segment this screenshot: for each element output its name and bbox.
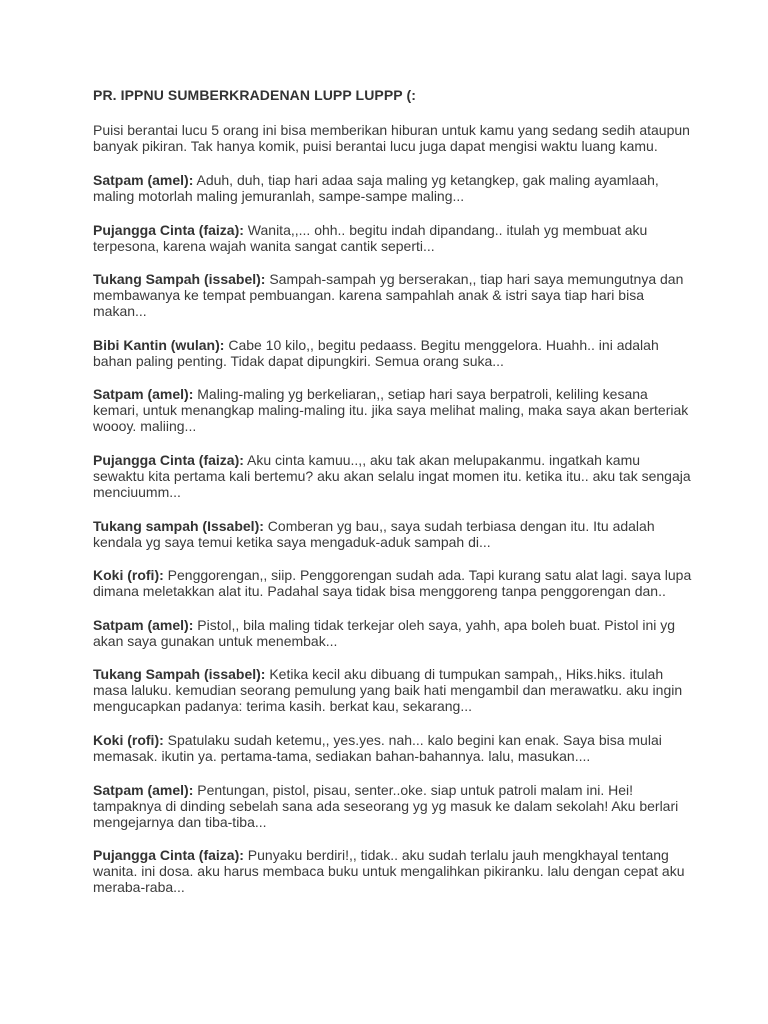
verse-entry bbox=[93, 617, 693, 649]
speaker-name: Pujangga Cinta (faiza): bbox=[93, 847, 244, 864]
speaker-name: Pujangga Cinta (faiza): bbox=[93, 221, 244, 238]
speaker-name: Tukang Sampah (issabel): bbox=[93, 271, 266, 288]
verse-entry bbox=[93, 172, 693, 204]
speaker-name: Tukang Sampah (issabel): bbox=[93, 666, 266, 683]
speaker-name: Satpam (amel): bbox=[93, 386, 194, 403]
verse-entry bbox=[93, 567, 693, 599]
verse-entry bbox=[93, 337, 693, 369]
verse-text: Wanita,,... ohh.. begitu indah dipandang.. itulah yg membuat aku terpesona, karena wajah wanita sangat cantik seperti... bbox=[93, 221, 648, 254]
verse-entry bbox=[93, 847, 693, 895]
speaker-name: Tukang sampah (Issabel): bbox=[93, 517, 264, 534]
verse-entry bbox=[93, 222, 693, 254]
verse-text: Penggorengan,, siip. Penggorengan sudah ada. Tapi kurang satu alat lagi. saya lupa dimana meletakkan alat itu. Padahal saya tidak bisa menggoreng tanpa penggorengan dan.. bbox=[93, 567, 692, 600]
speaker-name: Koki (rofi): bbox=[93, 731, 164, 748]
verse-entry bbox=[93, 386, 693, 434]
verse-text: Aduh, duh, tiap hari adaa saja maling yg ketangkep, gak maling ayamlaah, maling motorlah maling jemuranlah, sampe-sampe maling... bbox=[93, 172, 659, 204]
speaker-name: Bibi Kantin (wulan): bbox=[93, 336, 225, 353]
verse-entry bbox=[93, 518, 693, 550]
verse-text: Comberan yg bau,, saya sudah terbiasa dengan itu. Itu adalah kendala yg saya temui ketika saya mengaduk-aduk sampah di... bbox=[93, 517, 655, 550]
intro-paragraph: Puisi berantai lucu 5 orang ini bisa memberikan hiburan untuk kamu yang sedang sedih ataupun banyak pikiran. Tak hanya komik, puisi berantai lucu juga dapat mengisi waktu luang kamu. bbox=[93, 122, 690, 154]
verse-text: Punyaku berdiri!,, tidak.. aku sudah terlalu jauh mengkhayal tentang wanita. ini dosa. aku harus membaca buku untuk mengalihkan pikiranku. lalu dengan cepat aku meraba-raba... bbox=[93, 847, 685, 896]
verse-text: Sampah-sampah yg berserakan,, tiap hari saya memungutnya dan membawanya ke tempat pembuangan. karena sampahlah anak & istri saya tiap hari bisa makan... bbox=[93, 271, 684, 320]
speaker-name: Pujangga Cinta (faiza): bbox=[93, 451, 244, 468]
speaker-name: Satpam (amel): bbox=[93, 172, 194, 188]
speaker-name: Koki (rofi): bbox=[93, 567, 164, 584]
speaker-name: Satpam (amel): bbox=[93, 616, 194, 633]
verse-text: Spatulaku sudah ketemu,, yes.yes. nah... kalo begini kan enak. Saya bisa mulai memasak. ikutin ya. pertama-tama, sediakan bahan-bahannya. lalu, masukan.... bbox=[93, 731, 662, 764]
verse-text: Cabe 10 kilo,, begitu pedaass. Begitu menggelora. Huahh.. ini adalah bahan paling penting. Tidak dapat dipungkiri. Semua orang suka... bbox=[93, 336, 659, 369]
verse-entry bbox=[93, 782, 693, 830]
verse-entry bbox=[93, 732, 693, 764]
document-title: PR. IPPNU SUMBERKRADENAN LUPP LUPPP (: bbox=[93, 87, 416, 103]
speaker-name: Satpam (amel): bbox=[93, 781, 194, 798]
verse-entry bbox=[93, 666, 693, 714]
verse-text: Maling-maling yg berkeliaran,, setiap hari saya berpatroli, keliling kesana kemari, untuk menangkap maling-maling itu. jika saya melihat maling, maka saya akan berteriak woooy. maliing... bbox=[93, 386, 689, 435]
verse-text: Ketika kecil aku dibuang di tumpukan sampah,, Hiks.hiks. itulah masa laluku. kemudian seorang pemulung yang baik hati mengambil dan merawatku. aku ingin mengucapkan padanya: terima kasih. berkat kau, sekarang... bbox=[93, 666, 683, 715]
verse-text: Pentungan, pistol, pisau, senter..oke. siap untuk patroli malam ini. Hei! tampaknya di dinding sebelah sana ada seseorang yg yg masuk ke dalam sekolah! Aku berlari mengejarnya dan tiba-tiba... bbox=[93, 781, 679, 830]
verse-text: Aku cinta kamuu..,, aku tak akan melupakanmu. ingatkah kamu sewaktu kita pertama kali bertemu? aku akan selalu ingat momen itu. ketika itu.. aku tak sengaja menciuumm... bbox=[93, 451, 691, 500]
verse-entry bbox=[93, 452, 693, 500]
document-page bbox=[93, 86, 693, 913]
verse-text: Pistol,, bila maling tidak terkejar oleh saya, yahh, apa boleh buat. Pistol ini yg akan saya gunakan untuk menembak... bbox=[93, 616, 676, 649]
verse-entry bbox=[93, 271, 693, 319]
